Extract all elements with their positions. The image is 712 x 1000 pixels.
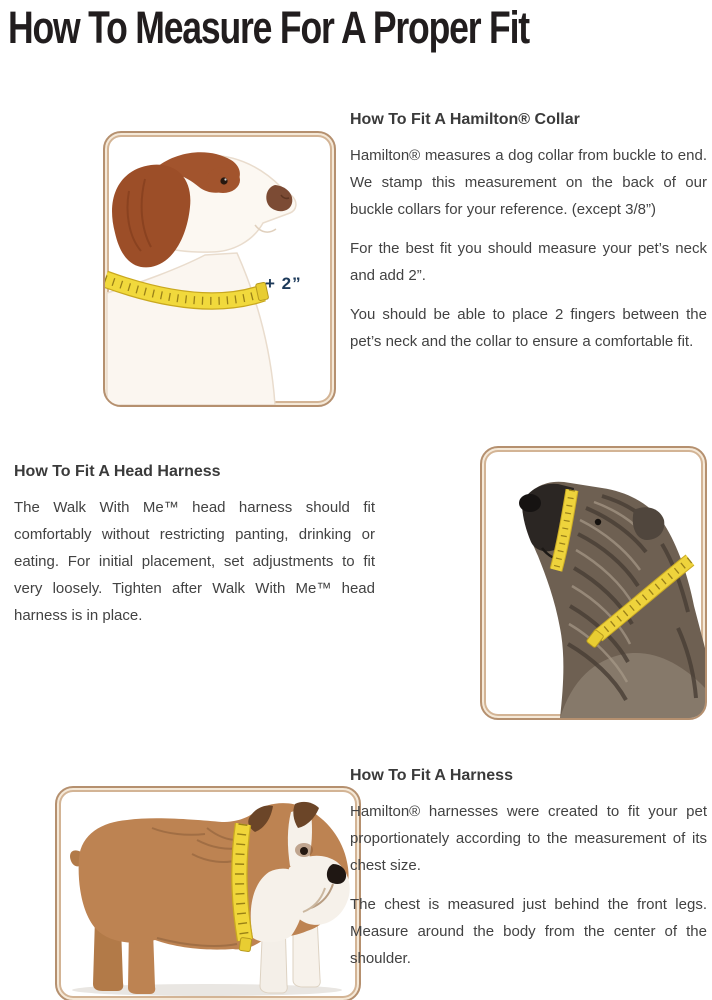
collar-paragraph-1: Hamilton® measures a dog collar from buckle to end. We stamp this measurement on the back of our buckle collars for your reference. (except 3/8”) bbox=[350, 147, 707, 218]
head-harness-dog-illustration bbox=[482, 448, 705, 718]
plus-two-inches-label: + 2” bbox=[265, 274, 302, 293]
collar-text-block bbox=[350, 110, 707, 355]
collar-paragraph-2: For the best fit you should measure your pet’s neck and add 2”. bbox=[350, 240, 707, 284]
collar-photo-frame bbox=[103, 131, 336, 407]
head-harness-heading: How To Fit A Head Harness bbox=[14, 463, 221, 480]
dog-eye bbox=[220, 177, 227, 184]
head-harness-paragraph-1: The Walk With Me™ head harness should fit comfortably without restricting panting, drinking or eating. For initial placement, set adjustments to fit very loosely. Tighten after Walk With Me™ head harness is in place. bbox=[14, 499, 375, 624]
dog-nose bbox=[519, 494, 541, 512]
dog-ear bbox=[112, 165, 190, 268]
collar-paragraph-3: You should be able to place 2 fingers between the pet’s neck and the collar to ensure a comfortable fit. bbox=[350, 306, 707, 350]
head-harness-text-block bbox=[14, 462, 375, 629]
harness-photo-frame bbox=[55, 786, 361, 1000]
head-harness-photo-frame bbox=[480, 446, 707, 720]
dog-ear bbox=[633, 507, 665, 540]
harness-paragraph-2: The chest is measured just behind the front legs. Measure around the body from the center of the shoulder. bbox=[350, 896, 707, 967]
harness-paragraph-1: Hamilton® harnesses were created to fit your pet proportionately according to the measurement of its chest size. bbox=[350, 803, 707, 874]
dog-eye bbox=[300, 847, 308, 855]
harness-heading: How To Fit A Harness bbox=[350, 767, 513, 784]
collar-dog-illustration bbox=[105, 133, 334, 405]
harness-dog-illustration bbox=[57, 788, 359, 1000]
eye-highlight bbox=[224, 178, 226, 180]
dog-eye bbox=[595, 519, 601, 525]
page-title: How To Measure For A Proper Fit bbox=[8, 2, 529, 53]
collar-heading: How To Fit A Hamilton® Collar bbox=[350, 111, 580, 128]
dog-body bbox=[107, 253, 275, 405]
harness-text-block bbox=[350, 766, 707, 972]
